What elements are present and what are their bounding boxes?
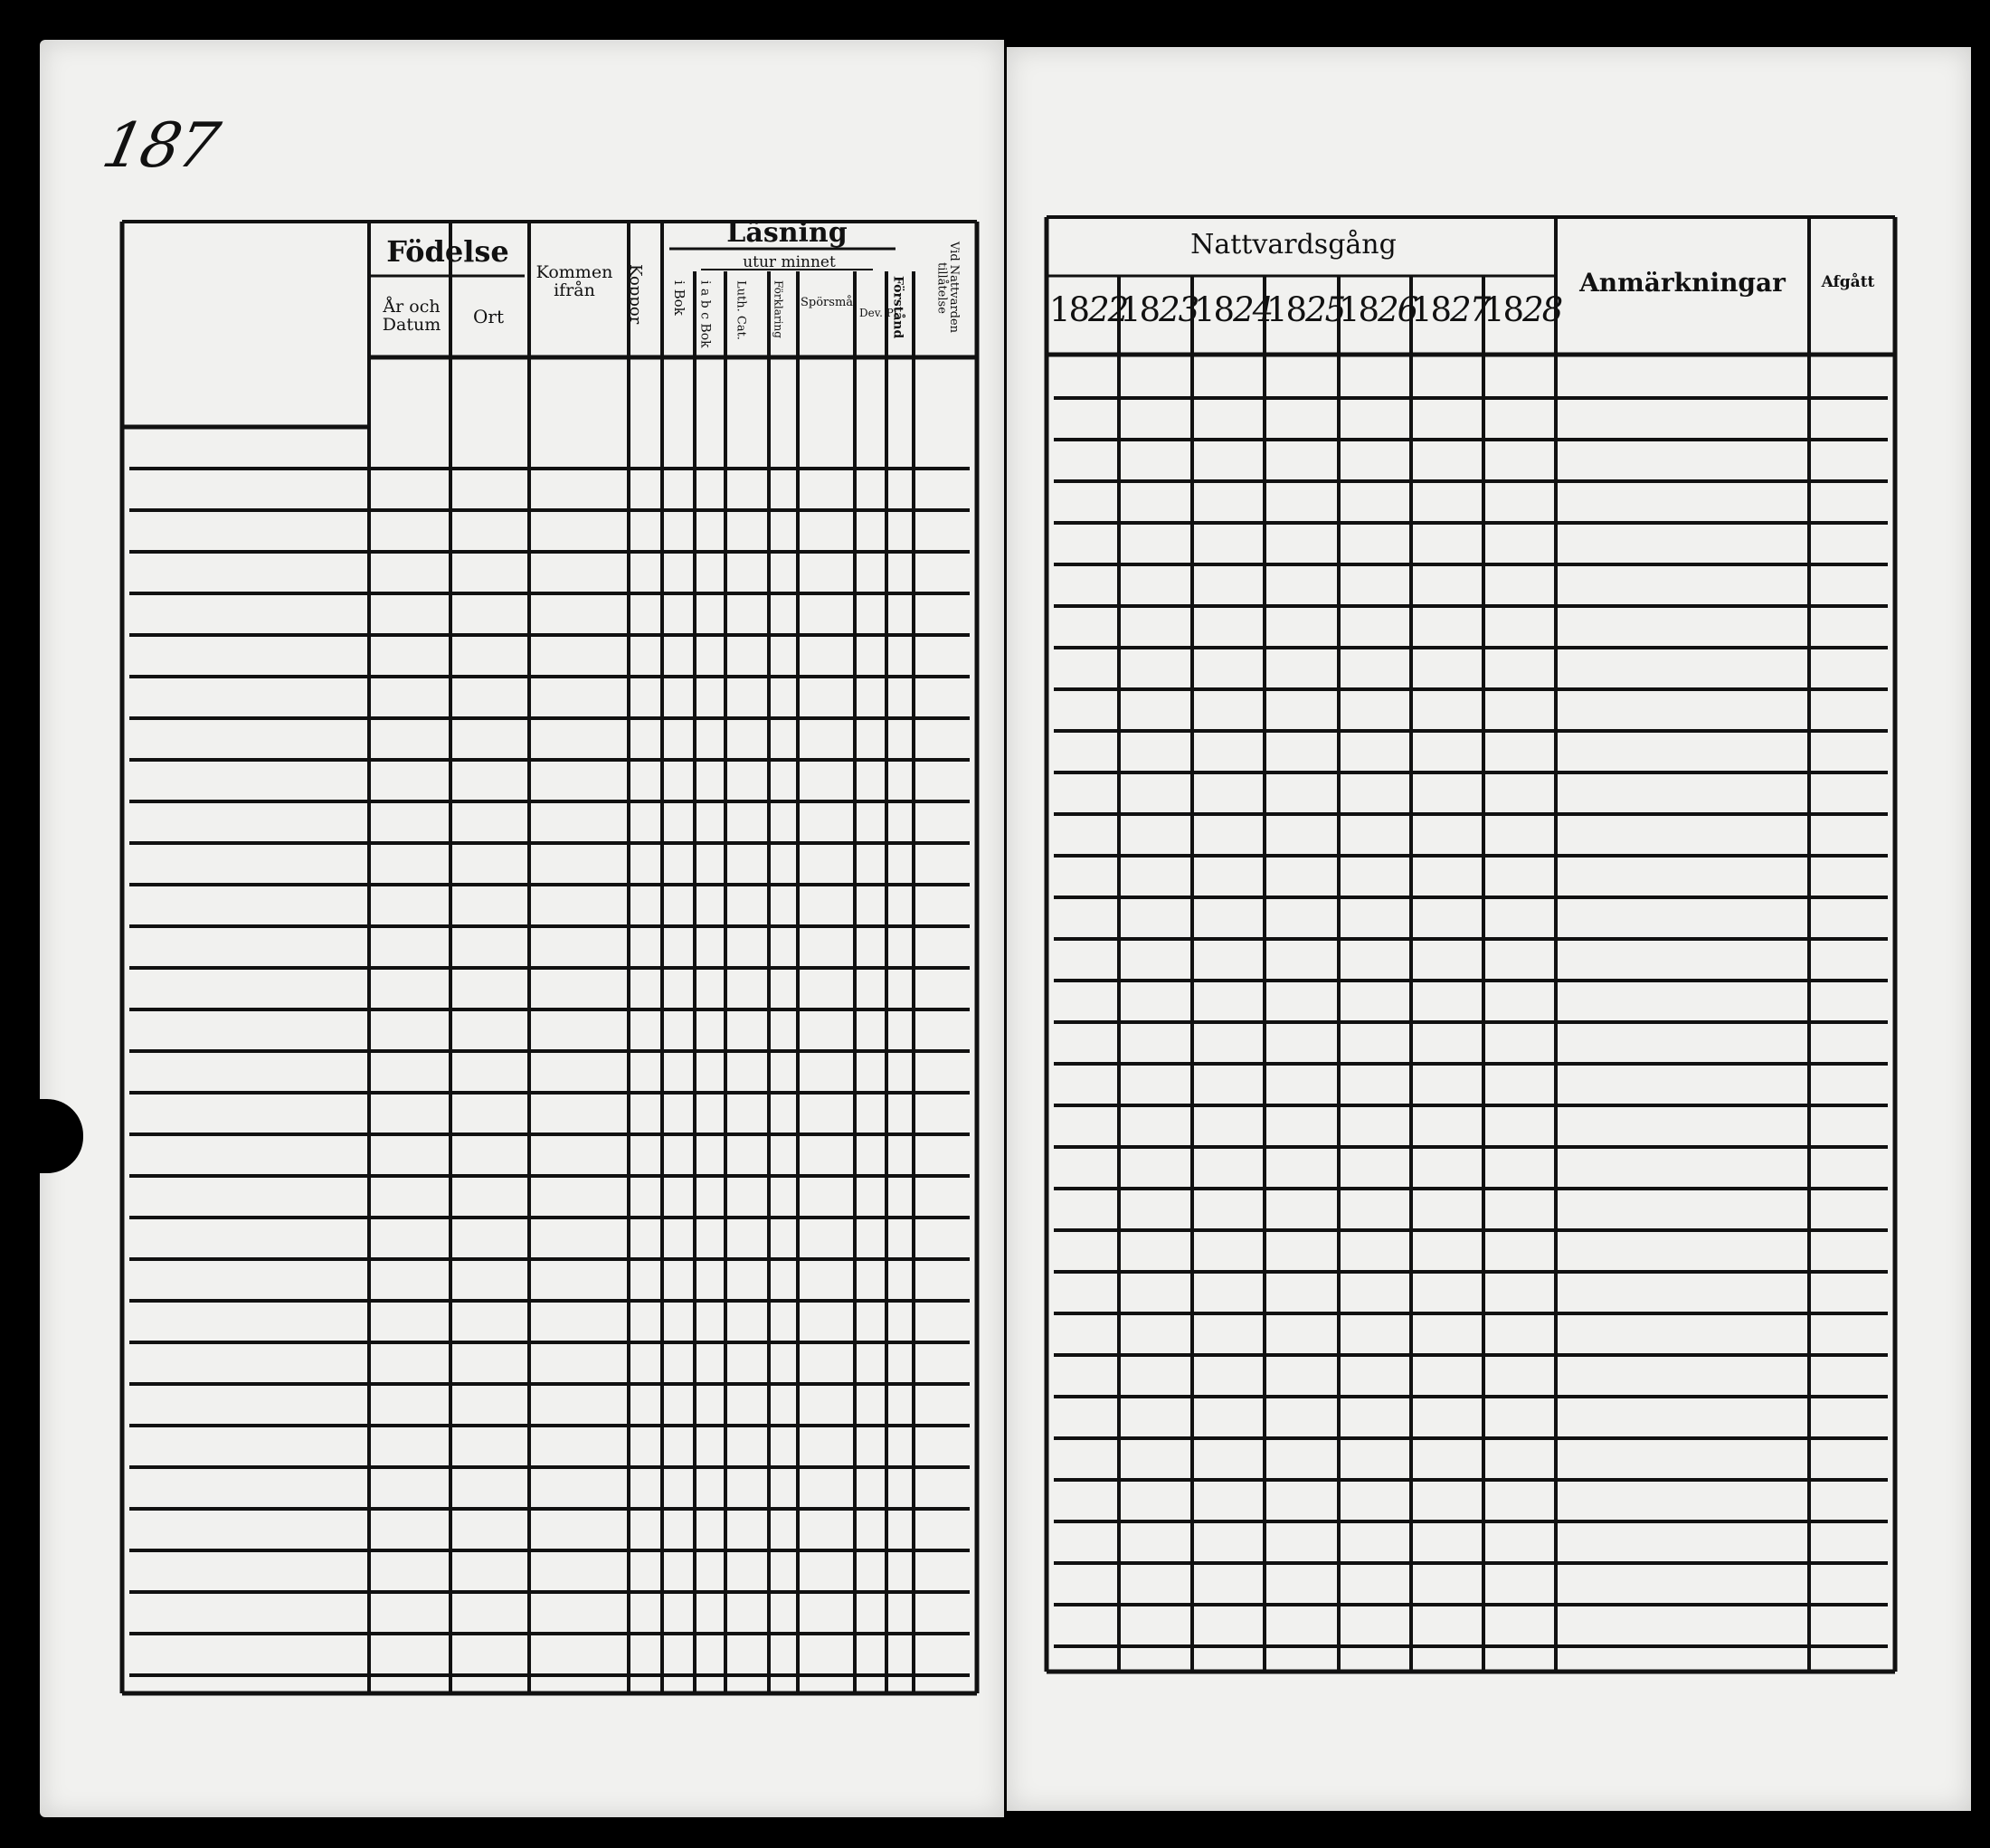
header-koppor: Koppor: [625, 264, 645, 325]
header-i-bok: i Bok: [670, 280, 687, 316]
header-vid-nattvarden: Vid Nattvarden tillåtelse: [934, 242, 961, 334]
header-forstand: Förstånd: [890, 276, 905, 339]
year-1822: 1822: [1049, 290, 1128, 329]
header-anmarkningar: Anmärkningar: [1579, 268, 1786, 298]
header-fodelse: Födelse: [386, 234, 509, 269]
header-luthers-cat: Luth. Cat.: [734, 280, 748, 340]
header-kommen-ifran: Kommen ifrån: [535, 262, 613, 300]
year-1827: 1827: [1411, 290, 1490, 329]
header-utur-minnet: utur minnet: [743, 253, 836, 271]
header-sporsmal: Spörsmål: [801, 296, 858, 309]
header-dev-pl: Dev. Pl.: [859, 307, 901, 319]
header-abc-bok: i a b c Bok: [697, 280, 713, 348]
year-1828: 1828: [1483, 290, 1562, 329]
header-afgatt: Afgått: [1821, 273, 1875, 291]
year-1826: 1826: [1339, 290, 1417, 329]
year-1824: 1824: [1194, 290, 1273, 329]
header-forklaring: Förklaring: [772, 280, 785, 338]
year-1825: 1825: [1266, 290, 1345, 329]
header-lasning: Läsning: [726, 217, 848, 249]
page-number: 187: [96, 110, 224, 182]
year-1823: 1823: [1120, 290, 1199, 329]
header-ort: Ort: [473, 306, 504, 327]
header-ar-och-datum: År och Datum: [382, 297, 441, 335]
header-nattvardsgang: Nattvardsgång: [1190, 229, 1397, 261]
